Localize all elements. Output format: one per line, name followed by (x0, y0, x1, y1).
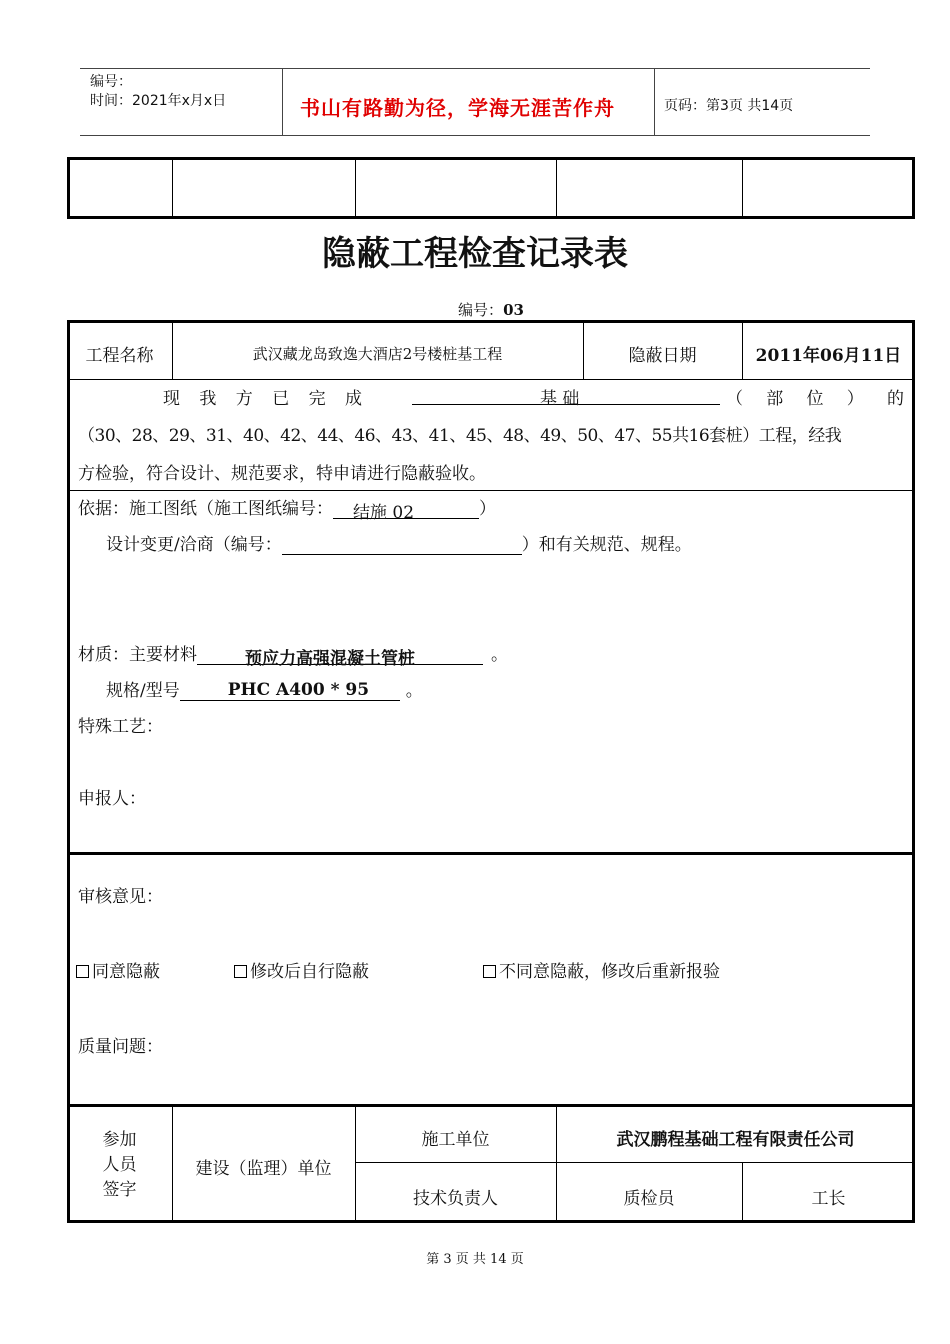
material-line (78, 640, 508, 669)
checkbox-icon[interactable] (234, 965, 247, 978)
inspector-label: 质检员 (623, 1189, 675, 1209)
footer-page-number: 第 3 页 共 14 页 (426, 1252, 524, 1267)
participants-line1: 参加 (102, 1130, 137, 1150)
participants-line2: 人员 (102, 1155, 137, 1175)
top-table-divider (172, 157, 173, 219)
checkbox-icon[interactable] (483, 965, 496, 978)
top-table-divider (556, 157, 557, 219)
design-change-suffix: ）和有关规范、规程。 (521, 535, 692, 555)
hidden-date-value: 2011年06月11日 (755, 346, 902, 366)
header-bottom-rule (80, 135, 870, 136)
sign-mid-rule (355, 1162, 915, 1163)
checkbox-icon[interactable] (76, 965, 89, 978)
basis-close: ） (479, 499, 496, 519)
top-table-divider (355, 157, 356, 219)
material-end: 。 (491, 645, 508, 665)
review-option-agree[interactable] (76, 957, 160, 982)
project-name-label: 工程名称 (85, 346, 154, 366)
statement-prefix: 现 我 方 已 完 成 (163, 389, 363, 409)
foreman-label: 工长 (811, 1189, 846, 1209)
basis-label: 依据：施工图纸（施工图纸编号： (78, 499, 333, 519)
quality-issue-label: 质量问题： (78, 1037, 163, 1057)
contractor-label: 施工单位 (421, 1130, 490, 1150)
review-option-modify[interactable] (234, 957, 369, 982)
form-serial-label: 编号： (458, 301, 504, 319)
header-top-rule (80, 68, 870, 69)
spec-label: 规格/型号 (106, 681, 180, 701)
statement-bottom-rule (67, 490, 915, 491)
statement-part-value: 基 础 (540, 389, 580, 409)
tech-lead-label: 技术负责人 (413, 1189, 498, 1209)
spec-line (106, 676, 423, 701)
hidden-date-label: 隐蔽日期 (628, 346, 697, 366)
row1-bottom-rule (67, 379, 915, 380)
review-label: 审核意见： (78, 887, 163, 907)
contractor-value: 武汉鹏程基础工程有限责任公司 (616, 1130, 855, 1150)
statement-line2: （30、28、29、31、40、42、44、46、43、41、45、48、49、50、47、55共16套桩）工程，经我 (78, 426, 842, 446)
design-change-line (106, 530, 692, 555)
top-empty-table (67, 157, 915, 219)
statement-part-suffix: （ 部 位 ） 的 (726, 389, 904, 409)
basis-line (78, 494, 496, 523)
project-name-value: 武汉藏龙岛致逸大酒店2号楼桩基工程 (252, 345, 503, 363)
design-change-label: 设计变更/洽商（编号： (106, 535, 282, 555)
header-divider-left (282, 68, 283, 136)
participants-line3: 签字 (102, 1180, 137, 1200)
form-title: 隐蔽工程检查记录表 (322, 234, 628, 274)
review-bottom-rule (67, 1104, 915, 1107)
header-serial: 编号： (90, 74, 132, 90)
review-option-agree-label: 同意隐蔽 (92, 962, 160, 982)
header-page-info: 页码：第3页 共14页 (664, 98, 794, 114)
form-serial (0, 299, 950, 320)
review-option-reject-label: 不同意隐蔽，修改后重新报验 (499, 962, 720, 982)
header-motto: 书山有路勤为径，学海无涯苦作舟 (300, 96, 615, 120)
material-label: 材质：主要材料 (78, 645, 197, 665)
spec-end: 。 (405, 681, 423, 701)
application-bottom-rule (67, 852, 915, 855)
main-form-table (67, 320, 915, 1223)
special-process-label: 特殊工艺： (78, 717, 163, 737)
spec-underline (180, 680, 400, 701)
drawing-no-underline (333, 498, 479, 523)
drawing-no-value: 结施 02 (353, 503, 415, 523)
spec-value: PHC A400 * 95 (227, 680, 370, 700)
material-value: 预应力高强混凝土管桩 (245, 649, 415, 669)
form-serial-value: 03 (503, 301, 524, 319)
review-option-modify-label: 修改后自行隐蔽 (250, 962, 369, 982)
top-table-divider (742, 157, 743, 219)
statement-line3: 方检验，符合设计、规范要求，特申请进行隐蔽验收。 (78, 464, 486, 484)
applicant-label: 申报人： (78, 789, 146, 809)
review-option-reject[interactable] (483, 957, 720, 982)
material-underline (197, 644, 483, 669)
header-time: 时间：2021年x月x日 (90, 93, 227, 109)
design-change-underline (282, 534, 522, 555)
header-divider-right (654, 68, 655, 136)
participants-label (67, 1128, 172, 1203)
owner-unit-label: 建设（监理）单位 (195, 1159, 332, 1179)
